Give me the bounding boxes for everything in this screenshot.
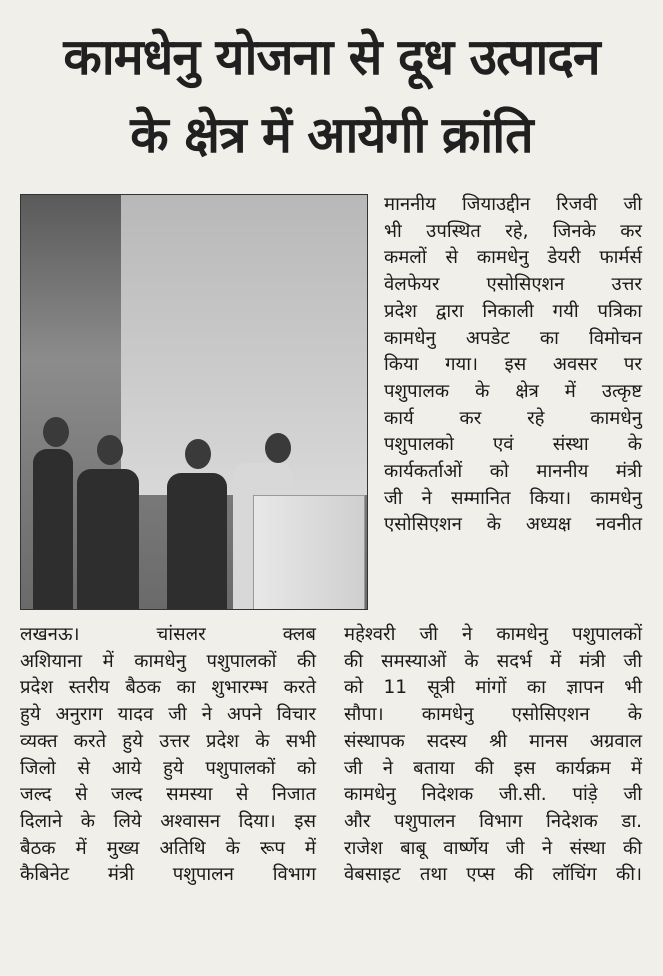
text-line: व्यक्त करते हुये उत्तर प्रदेश के सभी <box>20 730 316 752</box>
text-line: राजेश बाबू वार्ष्णेय जी ने संस्था की <box>344 837 642 859</box>
news-photo <box>20 194 368 610</box>
text-line: पशुपालक के क्षेत्र में उत्कृष्ट <box>384 380 642 402</box>
text-line: जिलो से आये हुये पशुपालकों को <box>20 757 316 779</box>
person-head <box>185 439 211 469</box>
text-line: प्रदेश स्तरीय बैठक का शुभारम्भ करते <box>20 677 316 699</box>
headline <box>0 18 663 174</box>
person-head <box>43 417 69 447</box>
person <box>167 473 227 610</box>
podium <box>253 495 365 610</box>
text-line: वेलफेयर एसोसिएशन उत्तर <box>384 274 642 296</box>
person-head <box>97 435 123 465</box>
right-bottom-column <box>344 622 642 889</box>
text-line: और पशुपालन विभाग निदेशक डा. <box>344 810 642 832</box>
text-line: भी उपस्थित रहे, जिनके कर <box>384 220 642 242</box>
person-head <box>265 433 291 463</box>
left-bottom-column <box>20 622 316 889</box>
person <box>33 449 73 610</box>
text-line: वेबसाइट तथा एप्स की लॉचिंग की। <box>344 864 642 886</box>
person <box>77 469 139 610</box>
text-line: सौपा। कामधेनु एसोसिएशन के <box>344 704 642 726</box>
headline-line-1: कामधेनु योजना से दूध उत्पादन <box>63 28 600 86</box>
text-line: हुये अनुराग यादव जी ने अपने विचार <box>20 704 316 726</box>
text-line: बैठक में मुख्य अतिथि के रूप में <box>20 837 316 859</box>
text-line: की समस्याओं के सदर्भ में मंत्री जी <box>344 650 642 672</box>
text-line: कामधेनु अपडेट का विमोचन <box>384 327 642 349</box>
text-line: कमलों से कामधेनु डेयरी फार्मर्स <box>384 247 642 269</box>
text-line: कार्य कर रहे कामधेनु <box>384 407 642 429</box>
text-line: जी ने सम्मानित किया। कामधेनु <box>384 487 642 509</box>
text-line: जल्द से जल्द समस्या से निजात <box>20 784 316 806</box>
text-line: महेश्वरी जी ने कामधेनु पशुपालकों <box>344 624 642 645</box>
text-line: संस्थापक सदस्य श्री मानस अग्रवाल <box>344 730 642 752</box>
text-line: कामधेनु निदेशक जी.सी. पांड़े जी <box>344 784 642 806</box>
text-line: पशुपालको एवं संस्था के <box>384 434 642 456</box>
right-top-column <box>384 192 642 539</box>
text-line: माननीय जियाउद्दीन रिजवी जी <box>384 194 642 215</box>
text-line: को 11 सूत्री मांगों का ज्ञापन भी <box>344 677 642 699</box>
headline-line-2: के क्षेत्र में आयेगी क्रांति <box>130 106 533 164</box>
text-line: कार्यकर्ताओं को माननीय मंत्री <box>384 461 642 483</box>
text-line: एसोसिएशन के अध्यक्ष नवनीत <box>384 514 642 536</box>
text-line: प्रदेश द्वारा निकाली गयी पत्रिका <box>384 300 642 322</box>
photo-banner <box>121 195 368 495</box>
text-line: जी ने बताया की इस कार्यक्रम में <box>344 757 642 779</box>
text-line: लखनऊ। चांसलर क्लब <box>20 624 316 645</box>
text-line: कैबिनेट मंत्री पशुपालन विभाग <box>20 864 316 886</box>
text-line: अशियाना में कामधेनु पशुपालकों की <box>20 650 316 672</box>
text-line: दिलाने के लिये अश्वासन दिया। इस <box>20 810 316 832</box>
text-line: किया गया। इस अवसर पर <box>384 354 642 376</box>
